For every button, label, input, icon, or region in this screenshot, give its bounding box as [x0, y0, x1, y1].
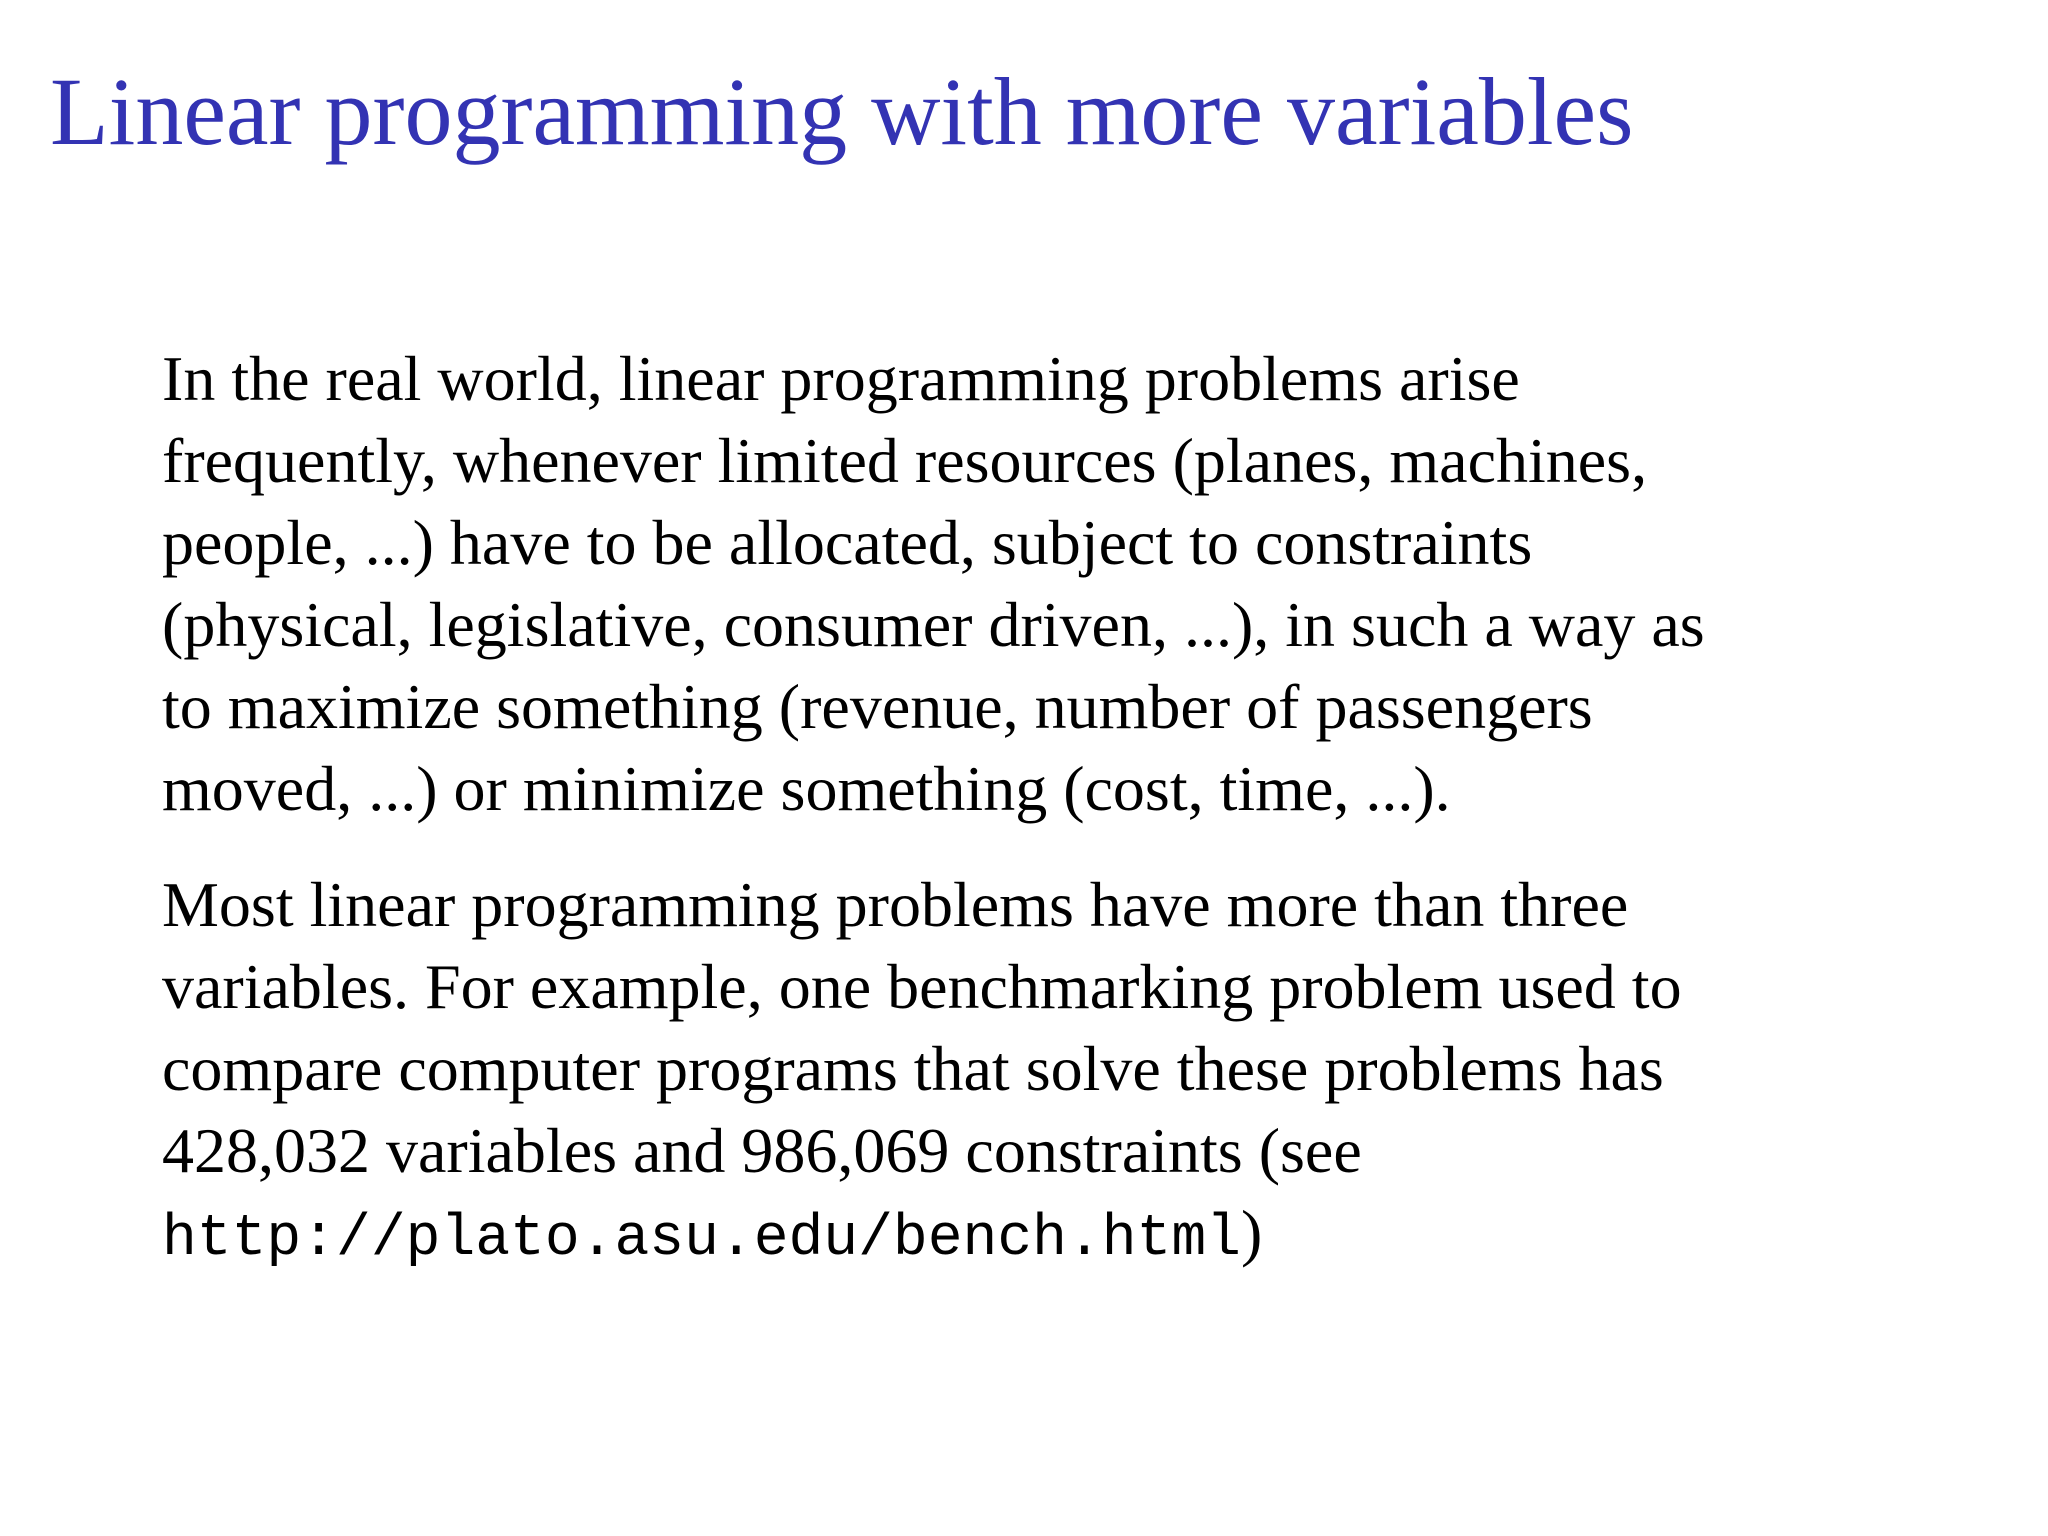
text-line: Most linear programming problems have more than three: [162, 869, 1629, 940]
benchmark-url[interactable]: http://plato.asu.edu/bench.html: [162, 1207, 1241, 1272]
text-line: people, ...) have to be allocated, subject to constraints: [162, 507, 1533, 578]
slide-body: [162, 338, 1942, 1281]
paragraph-real-world: [162, 338, 1942, 830]
text-line: moved, ...) or minimize something (cost, time, ...).: [162, 753, 1451, 824]
slide-title: Linear programming with more variables: [50, 58, 1634, 165]
text-line: variables. For example, one benchmarking problem used to: [162, 951, 1682, 1022]
closing-parenthesis: ): [1240, 1197, 1263, 1268]
text-line: In the real world, linear programming problems arise: [162, 343, 1520, 414]
text-line: frequently, whenever limited resources (planes, machines,: [162, 425, 1648, 496]
url-line: [162, 1192, 1942, 1281]
text-line: (physical, legislative, consumer driven, ...), in such a way as: [162, 589, 1705, 660]
paragraph-benchmark: [162, 864, 1942, 1281]
text-line: compare computer programs that solve these problems has: [162, 1033, 1664, 1104]
text-line: 428,032 variables and 986,069 constraints (see: [162, 1115, 1362, 1186]
text-line: to maximize something (revenue, number of passengers: [162, 671, 1593, 742]
